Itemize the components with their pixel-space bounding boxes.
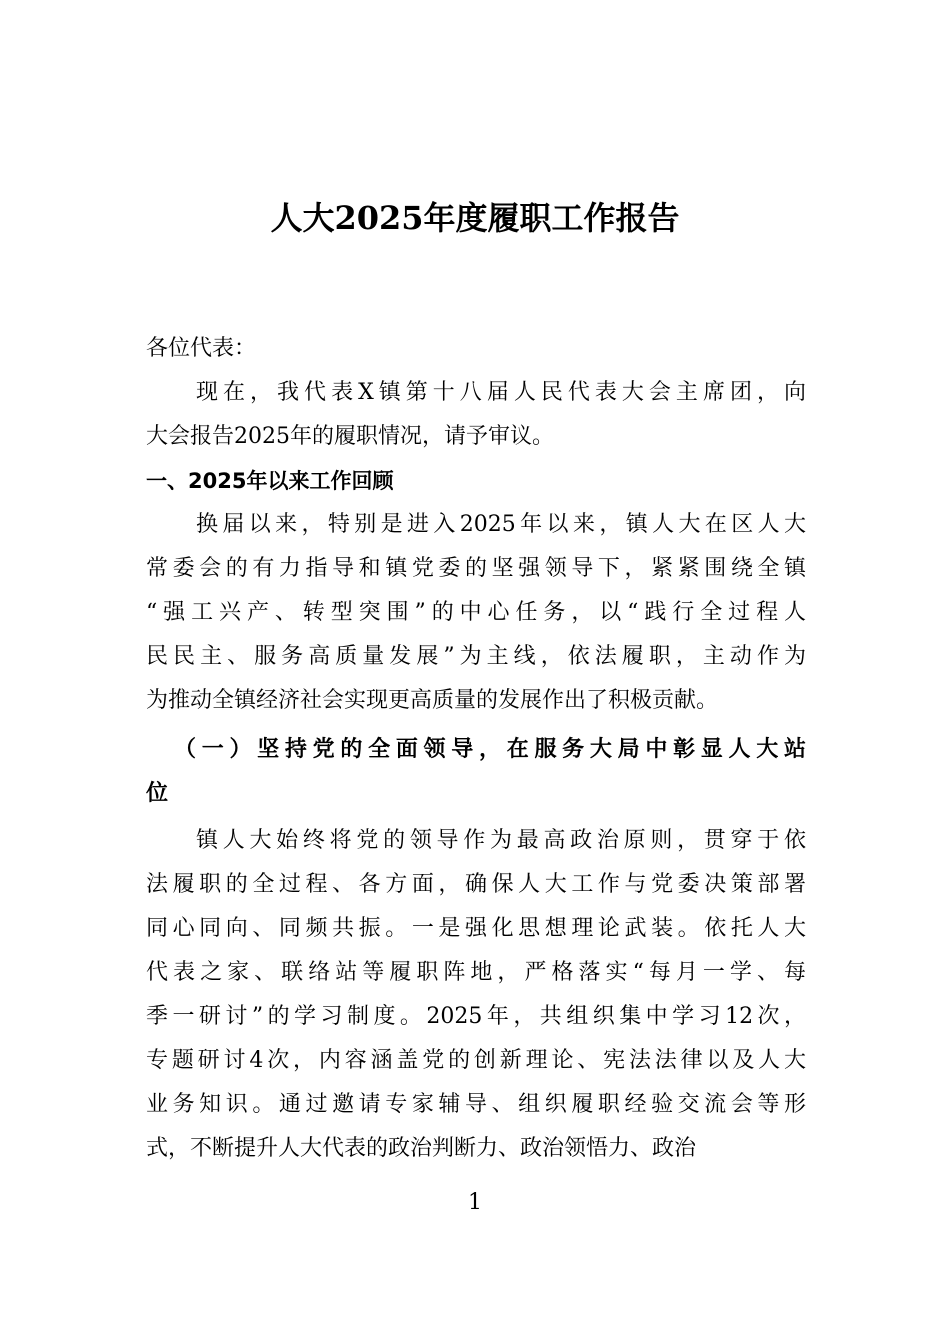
text-line: 专题研讨4次，内容涵盖党的创新理论、宪法法律以及人大 — [146, 1048, 806, 1073]
document-title: 人大2025年度履职工作报告 — [270, 199, 680, 237]
salutation — [146, 327, 806, 371]
text-line: 法履职的全过程、各方面，确保人大工作与党委决策部署 — [146, 872, 806, 897]
document-body — [146, 327, 806, 1171]
text-line: 民民主、服务高质量发展”为主线，依法履职，主动作为 — [146, 644, 806, 669]
paragraph — [146, 819, 806, 1171]
page-number: 1 — [468, 1190, 482, 1215]
text-line: 一、2025年以来工作回顾 — [146, 469, 394, 493]
paragraph — [146, 371, 806, 459]
subsection-heading — [146, 727, 806, 815]
text-line: 位 — [146, 780, 169, 806]
text-line: 为推动全镇经济社会实现更高质量的发展作出了积极贡献。 — [146, 688, 719, 713]
text-line: 现在，我代表X镇第十八届人民代表大会主席团，向 — [196, 380, 806, 405]
text-line: 式，不断提升人大代表的政治判断力、政治领悟力、政治 — [146, 1136, 697, 1161]
text-line: 同心同向、同频共振。一是强化思想理论武装。依托人大 — [146, 916, 806, 941]
text-line: 大会报告2025年的履职情况，请予审议。 — [146, 424, 554, 449]
text-line: 季一研讨”的学习制度。2025年，共组织集中学习12次， — [146, 1004, 806, 1029]
text-line: 业务知识。通过邀请专家辅导、组织履职经验交流会等形 — [146, 1092, 806, 1117]
text-line: （一）坚持党的全面领导，在服务大局中彰显人大站 — [174, 736, 806, 762]
text-line: 代表之家、联络站等履职阵地，严格落实“每月一学、每 — [146, 960, 806, 985]
text-line: 常委会的有力指导和镇党委的坚强领导下，紧紧围绕全镇 — [146, 556, 806, 581]
text-line: 换届以来，特别是进入2025年以来，镇人大在区人大 — [196, 512, 806, 537]
text-line: “强工兴产、转型突围”的中心任务，以“践行全过程人 — [146, 600, 806, 625]
section-heading — [146, 459, 806, 503]
text-line: 各位代表： — [146, 336, 257, 361]
paragraph — [146, 503, 806, 723]
text-line: 镇人大始终将党的领导作为最高政治原则，贯穿于依 — [196, 828, 806, 853]
